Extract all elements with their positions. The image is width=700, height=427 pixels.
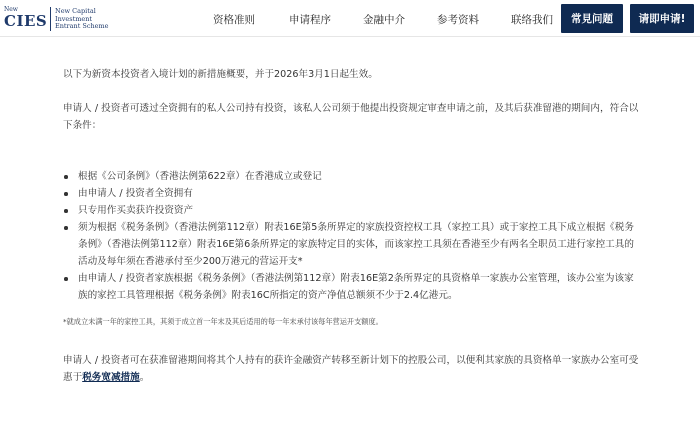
logo-line-3: Entrant Scheme: [55, 22, 109, 30]
apply-now-button[interactable]: 请即申请!: [630, 4, 694, 33]
logo-divider: [50, 7, 51, 31]
list-item: 由申请人 / 投资者家族根据《税务条例》（香港法例第112章）附表16E第2条所界定的具资格单一家族办公室管理，该办公室为该家族的家控工具管理根据《税务条例》附表16C所指定的资产净值总额须不少于2.4亿港元。: [63, 270, 643, 304]
list-item: 只专用作买卖获许投资资产: [63, 202, 643, 219]
conditions-list: [63, 168, 643, 304]
tax-concession-link[interactable]: 税务宽减措施: [82, 372, 140, 383]
logo-line-2: Investment: [55, 14, 93, 23]
nav-references[interactable]: 参考资料: [437, 14, 479, 26]
nav-application-procedure[interactable]: 申请程序: [289, 14, 331, 26]
list-item: 根据《公司条例》（香港法例第622章）在香港成立或登记: [63, 168, 643, 185]
footnote: *就成立未满一年的家控工具，其须于成立首一年末及其后适用的每一年末承付该每年营运开支额度。: [63, 317, 383, 326]
logo-new-text: New: [4, 6, 18, 13]
site-header: [0, 0, 700, 36]
nav-contact-us[interactable]: 联络我们: [511, 14, 553, 26]
closing-paragraph: [63, 352, 643, 386]
list-item: 由申请人 / 投资者全资拥有: [63, 185, 643, 202]
cies-logo[interactable]: [4, 6, 109, 32]
main-content: [63, 66, 643, 399]
header-divider: [0, 36, 700, 37]
logo-subtitle: [55, 6, 109, 31]
closing-end: 。: [139, 372, 150, 383]
list-item: 须为根据《税务条例》（香港法例第112章）附表16E第5条所界定的家族投资控权工具（家控工具）或于家控工具下成立根据《税务条例》（香港法例第112章）附表16E第6条所界定的家族特定目的实体，而该家控工具须在香港至少有两名全职员工进行家控工具的活动及每年须在香港承付至少200万港元的营运开支*: [63, 219, 643, 270]
logo-line-1: New Capital: [55, 7, 96, 15]
closing-text: 申请人 / 投资者可在获准留港期间将其个人持有的获许金融资产转移至新计划下的控股公司，以便利其家族的具资格单一家族办公室可受惠于: [63, 355, 639, 383]
nav-financial-intermediaries[interactable]: 金融中介: [363, 14, 405, 26]
nav-eligibility[interactable]: 资格准则: [213, 14, 255, 26]
faq-button[interactable]: 常見问题: [561, 4, 623, 33]
logo-mark: [4, 6, 48, 32]
intro-paragraph: 以下为新资本投资者入境计划的新措施概要，并于2026年3月1日起生效。: [63, 69, 378, 80]
condition-paragraph: 申请人 / 投资者可透过全资拥有的私人公司持有投资，该私人公司须于他提出投资规定审查申请之前，及其后获准留港的期间内，符合以下条件：: [63, 103, 639, 131]
logo-cies-text: CIES: [4, 12, 48, 30]
